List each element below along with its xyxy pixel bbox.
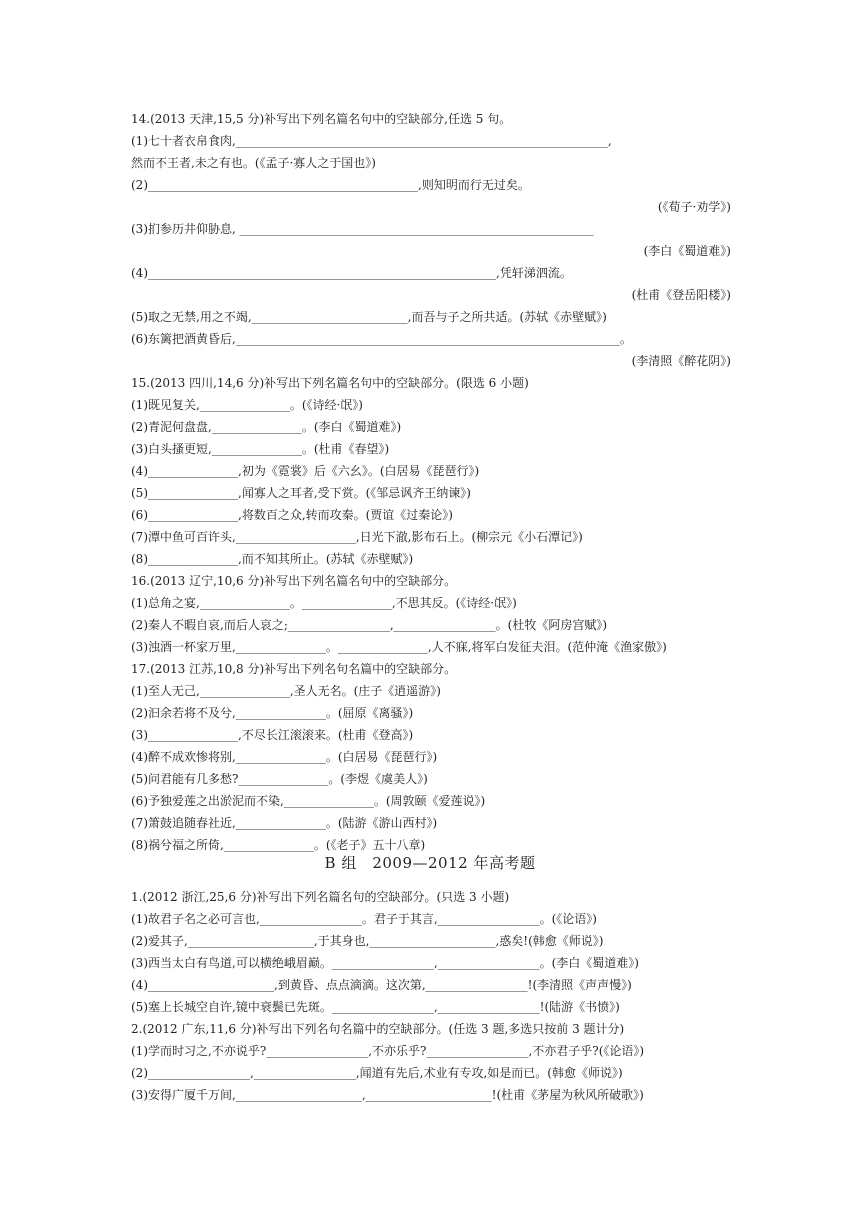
question-line: 15.(2013 四川,14,6 分)补写出下列名篇名句中的空缺部分。(限选 6 小题) (131, 376, 529, 390)
question-line: (1)至人无己,_______________,圣人无名。(庄子《逍遥游》) (131, 684, 441, 698)
question-line: (5)取之无禁,用之不竭,__________________________,而吾与子之所共适。(苏轼《赤壁赋》) (131, 310, 607, 324)
source-citation: (李清照《醉花阴》) (631, 354, 731, 368)
question-line: (2)秦人不暇自哀,而后人哀之;_________________,_________________。(杜牧《阿房宫赋》) (131, 618, 608, 632)
question-line: (6)东篱把酒黄昏后,________________________________________________________________。 (131, 332, 632, 346)
question-line: (5)问君能有几多愁?_______________。(李煜《虞美人》) (131, 772, 428, 786)
question-line: (7)箫鼓追随春社近,_______________。(陆游《游山西村》) (131, 816, 438, 830)
question-line: (8)祸兮福之所倚,_______________。(《老子》五十八章) (131, 838, 426, 852)
question-line: 14.(2013 天津,15,5 分)补写出下列名篇名句中的空缺部分,任选 5 句。 (131, 112, 512, 126)
question-line: 17.(2013 江苏,10,8 分)补写出下列名句名篇中的空缺部分。 (131, 662, 457, 676)
question-line: (1)故君子名之必可言也,_________________。君子于其言,_________________。(《论语》) (131, 912, 597, 926)
question-line: (2)_____________________________________________,则知明而行无过矣。 (131, 178, 530, 192)
question-line: (2)爱其子,_____________________,于其身也,_____________________,惑矣!(韩愈《师说》) (131, 934, 604, 948)
question-line: (3)扪参历井仰胁息, ___________________________________________________________ (131, 222, 594, 236)
source-citation: (《荀子·劝学》) (657, 200, 731, 214)
section-heading: B 组 2009—2012 年高考题 (324, 854, 536, 872)
question-line: (6)予独爱莲之出淤泥而不染,_______________。(周敦颐《爱莲说》) (131, 794, 486, 808)
question-line: (1)既见复关,_______________。(《诗经·氓》) (131, 398, 363, 412)
source-citation: (杜甫《登岳阳楼》) (631, 288, 731, 302)
question-line: (4)_______________,初为《霓裳》后《六幺》。(白居易《琵琶行》) (131, 464, 480, 478)
question-line: (3)白头搔更短,_______________。(杜甫《春望》) (131, 442, 390, 456)
source-citation: (李白《蜀道难》) (643, 244, 731, 258)
question-line: (4)醉不成欢惨将别,_______________。(白居易《琵琶行》) (131, 750, 438, 764)
question-line: (5)塞上长城空自许,镜中衰鬓已先斑。_________________,_________________!(陆游《书愤》) (131, 1000, 620, 1014)
question-line: (3)浊酒一杯家万里,_______________。_______________,人不寐,将军白发征夫泪。(范仲淹《渔家傲》) (131, 640, 667, 654)
question-line: (2)_________________,_________________,闻道有先后,术业有专攻,如是而已。(韩愈《师说》) (131, 1066, 623, 1080)
question-line: (1)七十者衣帛食肉,______________________________________________________________, (131, 134, 612, 148)
question-line: (2)青泥何盘盘,_______________。(李白《蜀道难》) (131, 420, 402, 434)
question-line: (7)潭中鱼可百许头,____________________,日光下澈,影布石上。(柳宗元《小石潭记》) (131, 530, 583, 544)
question-line: (4)_____________________,到黄昏、点点滴滴。这次第,_________________!(李清照《声声慢》) (131, 978, 632, 992)
question-line: (3)安得广厦千万间,_____________________,_____________________!(杜甫《茅屋为秋风所破歌》) (131, 1088, 644, 1102)
question-line: (4)__________________________________________________________,凭轩涕泗流。 (131, 266, 572, 280)
question-line: (1)学而时习之,不亦说乎?_________________,不亦乐乎?_________________,不亦君子乎?(《论语》) (131, 1044, 645, 1058)
question-line: 16.(2013 辽宁,10,6 分)补写出下列名篇名句中的空缺部分。 (131, 574, 457, 588)
question-line: (2)汩余若将不及兮,_______________。(屈原《离骚》) (131, 706, 414, 720)
question-line: (3)西当太白有鸟道,可以横绝峨眉巅。_________________,_________________。(李白《蜀道难》) (131, 956, 639, 970)
question-line: (3)_______________,不尽长江滚滚来。(杜甫《登高》) (131, 728, 414, 742)
question-line: (6)_______________,将数百之众,转而攻秦。(贾谊《过秦论》) (131, 508, 453, 522)
question-line: 然而不王者,未之有也。(《孟子·寡人之于国也》) (131, 156, 376, 170)
question-line: (1)总角之宴,_______________。_______________,不思其反。(《诗经·氓》) (131, 596, 517, 610)
question-line: 1.(2012 浙江,25,6 分)补写出下列名篇名句的空缺部分。(只选 3 小题) (131, 890, 510, 904)
question-line: (5)_______________,闻寡人之耳者,受下赏。(《邹忌讽齐王纳谏》) (131, 486, 471, 500)
question-line: 2.(2012 广东,11,6 分)补写出下列名句名篇中的空缺部分。(任选 3 题,多选只按前 3 题计分) (131, 1022, 625, 1036)
question-line: (8)_______________,而不知其所止。(苏轼《赤壁赋》) (131, 552, 414, 566)
